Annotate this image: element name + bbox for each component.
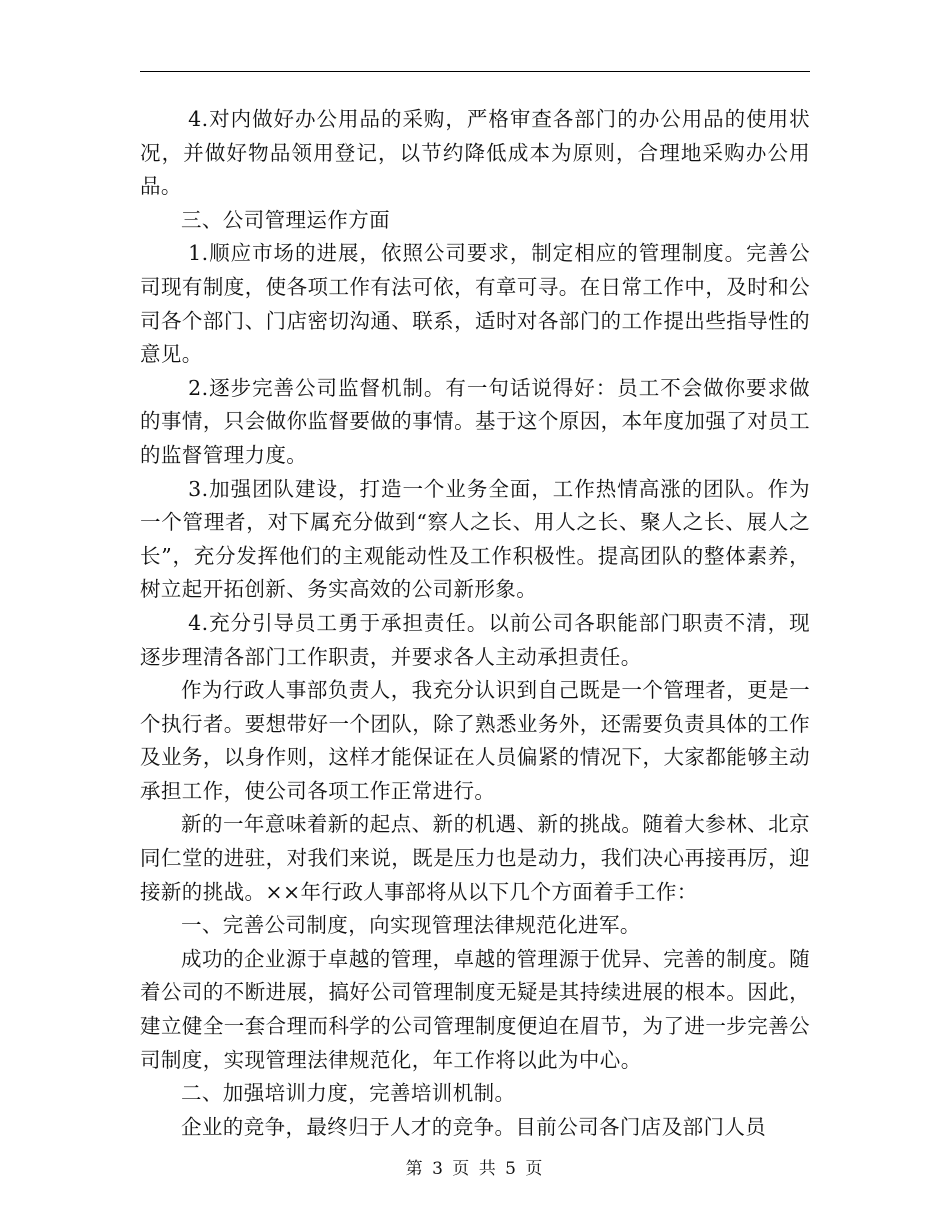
header-rule <box>140 71 810 72</box>
paragraph: 企业的竞争，最终归于人才的竞争。目前公司各门店及部门人员 <box>181 1114 767 1139</box>
paragraph: 1.顺应市场的进展，依照公司要求，制定相应的管理制度。完善公司现有制度，使各项工作有法可依，有章可寻。在日常工作中，及时和公司各个部门、门店密切沟通、联系，适时对各部门的工作提出些指导性的意见。 <box>140 241 810 367</box>
paragraph: 3.加强团队建设，打造一个业务全面，工作热情高涨的团队。作为一个管理者，对下属充分做到“察人之长、用人之长、聚人之长、展人之长”，充分发挥他们的主观能动性及工作积极性。提高团队的整体素养，树立起开拓创新、务实高效的公司新形象。 <box>140 476 810 602</box>
page-number: 第 3 页 共 5 页 <box>405 1159 545 1179</box>
paragraph: 作为行政人事部负责人，我充分认识到自己既是一个管理者，更是一个执行者。要想带好一个团队，除了熟悉业务外，还需要负责具体的工作及业务，以身作则，这样才能保证在人员偏紧的情况下，大家都能够主动承担工作，使公司各项工作正常进行。 <box>140 678 810 803</box>
paragraph: 二、加强培训力度，完善培训机制。 <box>181 1081 516 1106</box>
paragraph: 4.对内做好办公用品的采购，严格审查各部门的办公用品的使用状况，并做好物品领用登记，以节约降低成本为原则，合理地采购办公用品。 <box>140 107 810 199</box>
document-body <box>140 103 810 1144</box>
paragraph: 4.充分引导员工勇于承担责任。以前公司各职能部门职责不清，现逐步理清各部门工作职责，并要求各人主动承担责任。 <box>140 610 810 669</box>
paragraph: 成功的企业源于卓越的管理，卓越的管理源于优异、完善的制度。随着公司的不断进展，搞好公司管理制度无疑是其持续进展的根本。因此，建立健全一套合理而科学的公司管理制度便迫在眉节，为了进一步完善公司制度，实现管理法律规范化，年工作将以此为中心。 <box>140 946 810 1072</box>
paragraph: 一、完善公司制度，向实现管理法律规范化进军。 <box>181 913 641 938</box>
paragraph: 新的一年意味着新的起点、新的机遇、新的挑战。随着大参林、北京同仁堂的进驻，对我们来说，既是压力也是动力，我们决心再接再厉，迎接新的挑战。××年行政人事部将从以下几个方面着手工作： <box>140 812 810 904</box>
paragraph: 2.逐步完善公司监督机制。有一句话说得好：员工不会做你要求做的事情，只会做你监督要做的事情。基于这个原因，本年度加强了对员工的监督管理力度。 <box>140 375 810 467</box>
paragraph: 三、公司管理运作方面 <box>181 207 390 232</box>
